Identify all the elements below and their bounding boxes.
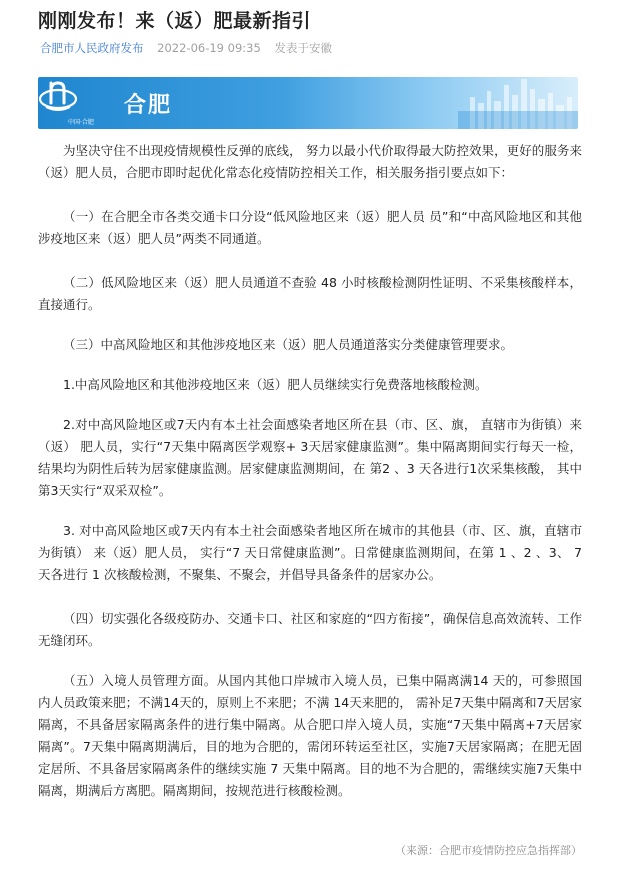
publish-time: 2022-06-19 09:35 (157, 41, 261, 55)
author-link[interactable]: 合肥市人民政府发布 (40, 41, 144, 55)
banner-logo-caption: 中国·合肥 (68, 119, 94, 126)
measure-3-item-3: 3. 对中高风险地区或7天内有本土社会面感染者地区所在城市的其他县（市、区、旗，直辖市为街镇） 来（返）肥人员， 实行“7 天日常健康监测”。日常健康监测期间，在第 1 、2 、3、 7 天各进行 1 次核酸检测，不聚集、不聚会，并倡导具备条件的居家办公。 (38, 523, 582, 582)
article-body (38, 140, 582, 802)
measure-2-paragraph: （二）低风险地区来（返）肥人员通道不查验 48 小时核酸检测阴性证明、不采集核酸样本，直接通行。 (38, 275, 582, 312)
measure-5-paragraph: （五）入境人员管理方面。从国内其他口岸城市入境人员，已集中隔离满14 天的，可参照国内人员政策来肥；不满14天的，原则上不来肥；不满 14天来肥的， 需补足7天集中隔离和7天居家隔离，不具备居家隔离条件的进行集中隔离。从合肥口岸入境人员，实施“7天集中隔离+7天居家隔离”。7天集中隔离期满后，目的地为合肥的，需闭环转运至社区，实施7天居家隔离；在肥无固定居所、不具备居家隔离条件的继续实施 7 天集中隔离。目的地不为合肥的，需继续实施7天集中隔离，期满后方离肥。隔离期间，按规范进行核酸检测。 (38, 673, 582, 798)
measure-3-paragraph: （三）中高风险地区和其他涉疫地区来（返）肥人员通道落实分类健康管理要求。 (63, 337, 514, 352)
article-source: （来源：合肥市疫情防控应急指挥部） (395, 844, 582, 857)
skyline-illustration (38, 77, 578, 129)
article-banner (38, 77, 578, 129)
measure-3-item-2: 2.对中高风险地区或7天内有本土社会面感染者地区所在县（市、区、旗， 直辖市为街镇）来（返） 肥人员，实行“7天集中隔离医学观察+ 3天居家健康监测”。集中隔离期间实行每天一检， 结果均为阴性后转为居家健康监测。居家健康监测期间，在 第2 、3 天各进行1次采集核酸， 其中第3天实行“双采双检”。 (38, 417, 582, 498)
measure-4-paragraph: （四）切实强化各级疫防办、交通卡口、社区和家庭的“四方衔接”，确保信息高效流转、工作无缝闭环。 (38, 611, 582, 648)
article-meta (40, 40, 332, 56)
hefei-city-logo-icon (38, 77, 78, 115)
article-title: 刚刚发布！来（返）肥最新指引 (38, 10, 312, 32)
publish-origin: 发表于安徽 (274, 41, 332, 55)
measure-3-item-1: 1.中高风险地区和其他涉疫地区来（返）肥人员继续实行免费落地核酸检测。 (63, 377, 488, 392)
intro-paragraph: 为坚决守住不出现疫情规模性反弹的底线， 努力以最小代价取得最大防控效果，更好的服务来（返）肥人员，合肥市即时起优化常态化疫情防控相关工作，相关服务指引要点如下： (38, 143, 582, 180)
banner-city-name: 合肥 (124, 93, 173, 118)
measure-1-paragraph: （一）在合肥全市各类交通卡口分设“低风险地区来（返）肥人员 员”和“中高风险地区和其他涉疫地区来（返）肥人员”两类不同通道。 (38, 209, 582, 246)
